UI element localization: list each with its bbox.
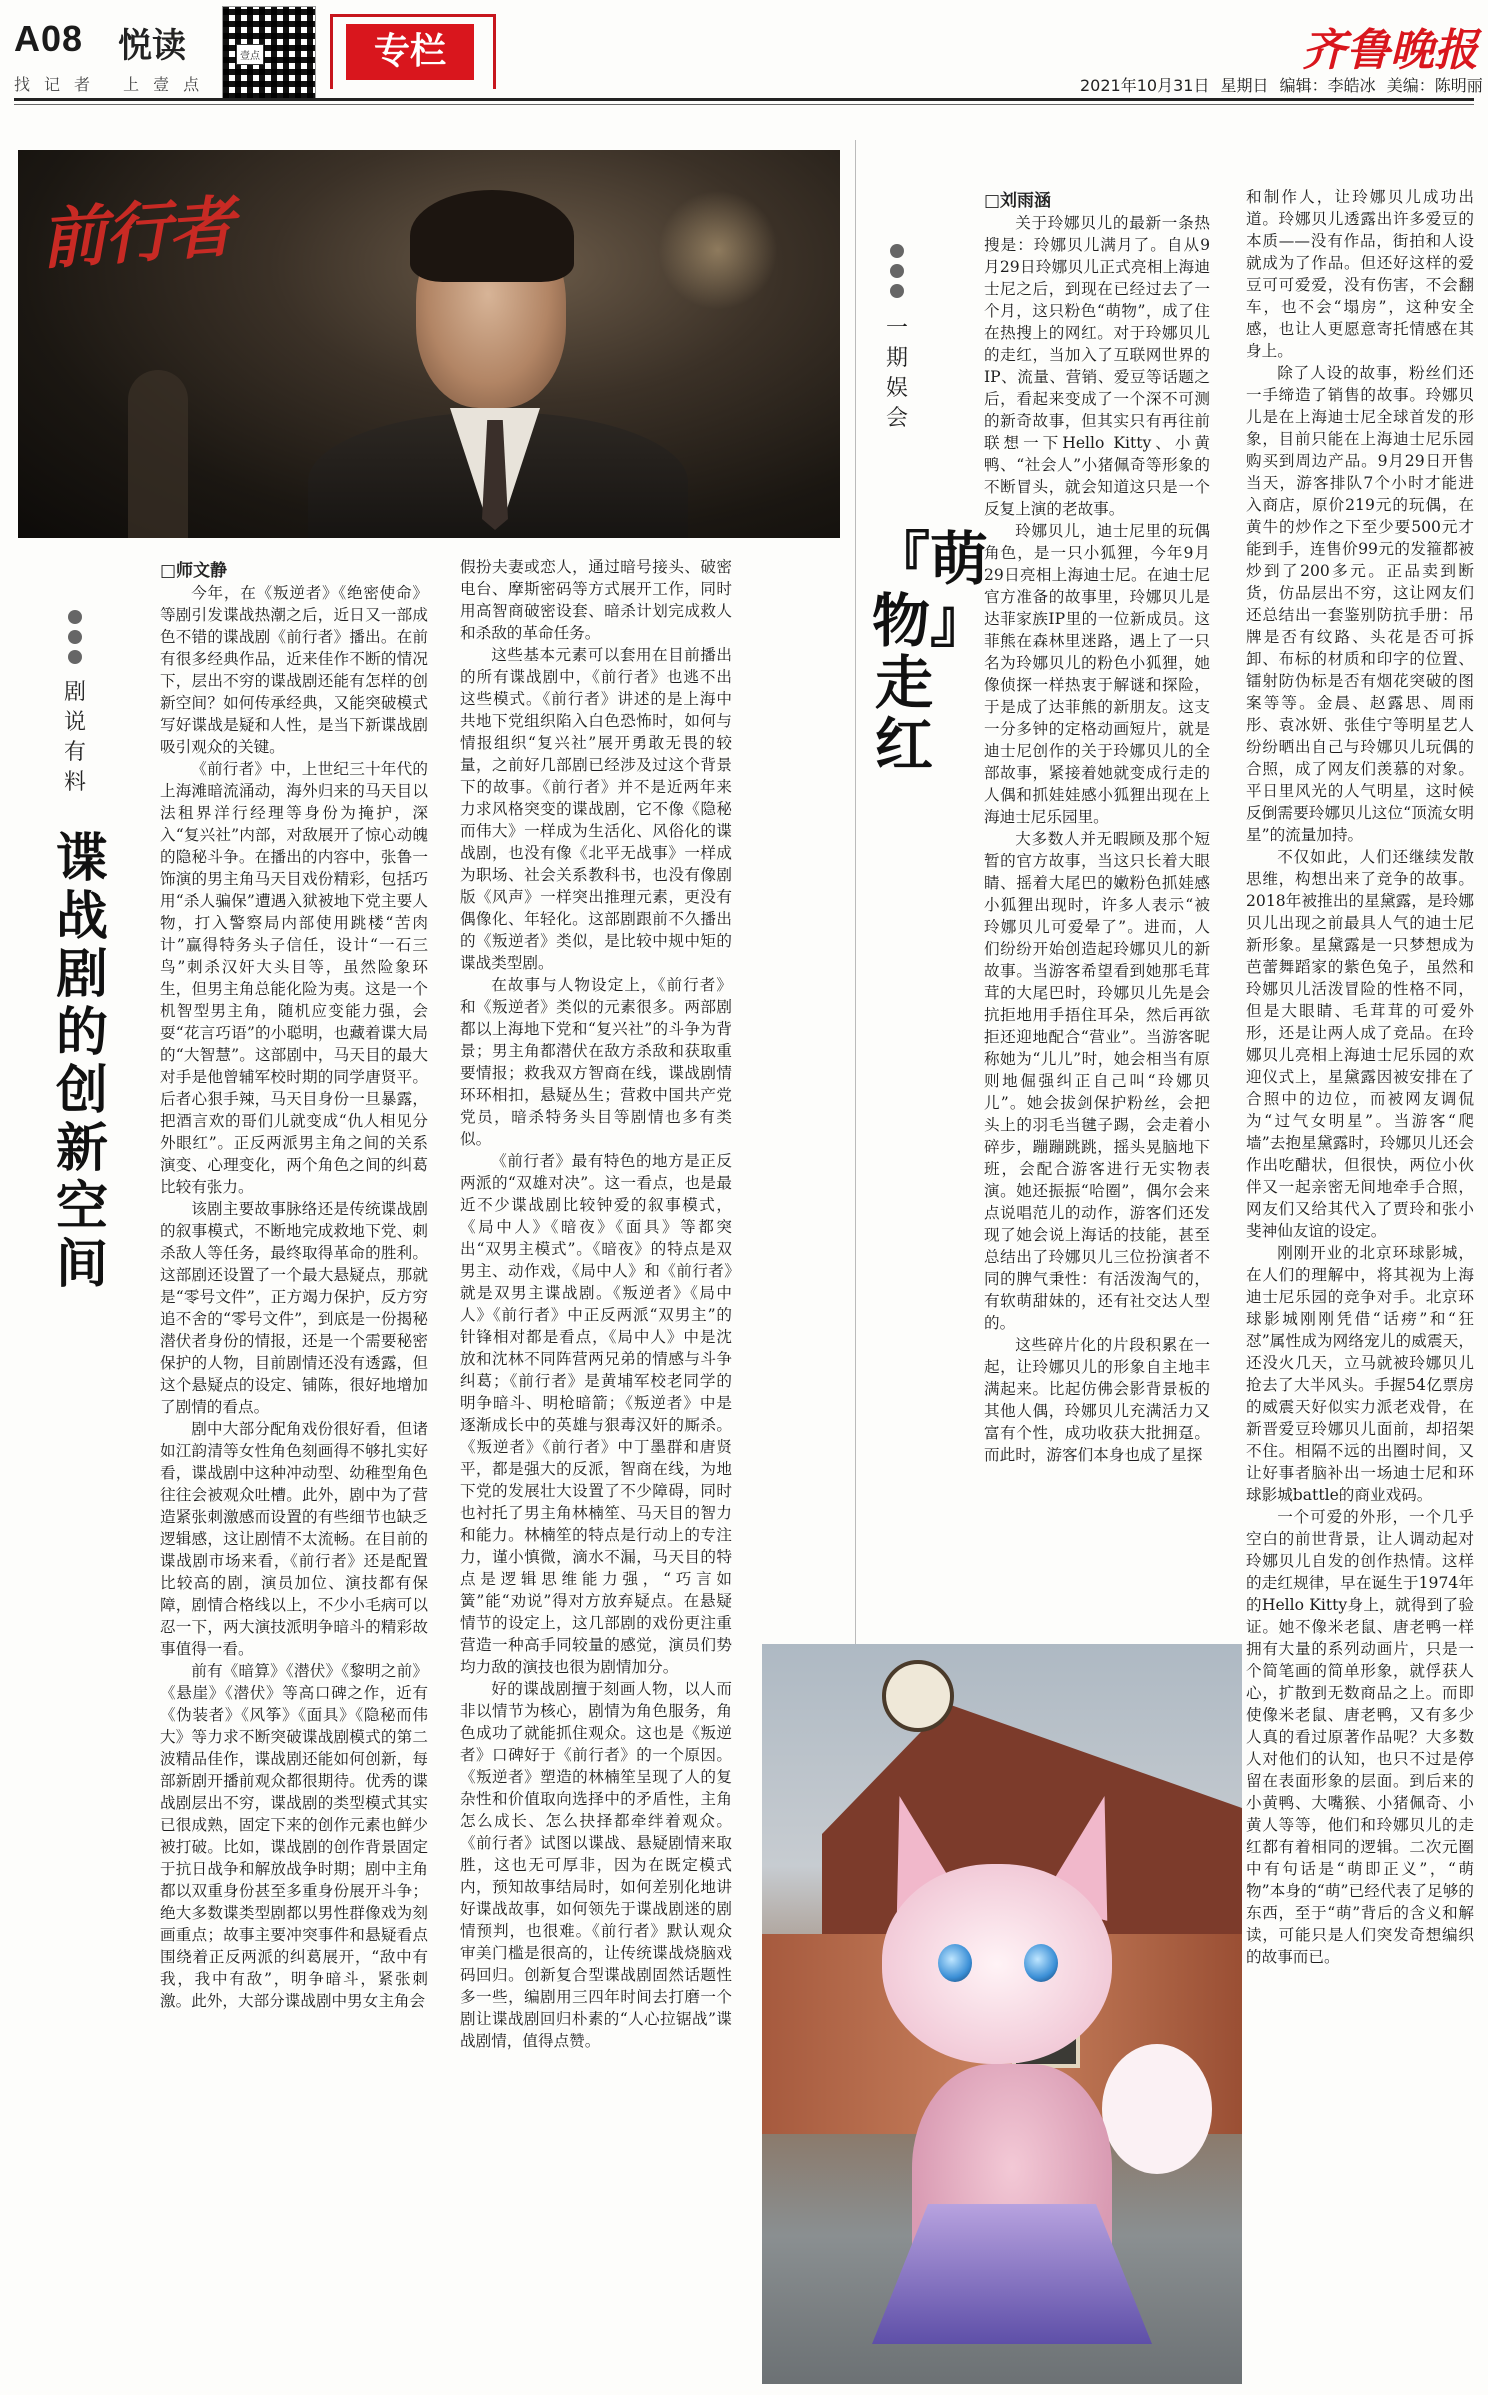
- paragraph: 刚刚开业的北京环球影城，在人们的理解中，将其视为上海迪士尼乐园的竞争对手。北京环球影城刚刚凭借“话痨”和“狂怼”属性成为网络宠儿的威震天，还没火几天，立马就被玲娜贝儿抢去了大半风头。手握54亿票房的威震天好似实力派老戏骨，在新晋爱豆玲娜贝儿面前，却招架不住。相隔不远的出圈时间，又让好事者脑补出一场迪士尼和环球影城battle的商业戏码。: [1246, 1244, 1474, 1504]
- article2-column-2: [1246, 186, 1474, 2384]
- column-label-dots: [68, 610, 82, 664]
- article1-byline: □师文静: [160, 561, 228, 581]
- article2-headline: 『萌物』走红: [872, 525, 989, 779]
- paragraph: 一个可爱的外形，一个几乎空白的前世背景，让人调动起对玲娜贝儿自发的创作热情。这样的走红规律，早在诞生于1974年的Hello Kitty身上，就得到了验证。她不像米老鼠、唐老鸭一样拥有大量的系列动画片，只是一个简笔画的简单形象，就俘获人心，扩散到无数商品之上。而即使像米老鼠、唐老鸭，又有多少人真的看过原著作品呢？大多数人对他们的认知，也只不过是停留在表面形象的层面。到后来的小黄鸭、大嘴猴、小猪佩奇、小黄人等等，他们和玲娜贝儿的走红都有着相同的逻辑。二次元圈中有句话是“萌即正义”，“萌物”本身的“萌”已经代表了足够的东西，至于“萌”背后的含义和解读，可能只是人们突发奇想编织的故事而已。: [1246, 1508, 1474, 1966]
- qr-code-label: 壹点: [236, 44, 264, 65]
- column-label-2: 一期娱会: [885, 316, 908, 431]
- dot-icon: [68, 630, 82, 644]
- paragraph: 《前行者》最有特色的地方是正反两派的“双雄对决”。这一看点，也是最近不少谍战剧比较钟爱的叙事模式，《局中人》《暗夜》《面具》等都突出“双男主模式”。《暗夜》的特点是双男主、动作戏，《局中人》和《前行者》就是双男主谍战剧。《叛逆者》《局中人》《前行者》中正反两派“双男主”的针锋相对都是看点，《局中人》中是沈放和沈林不同阵营两兄弟的情感与斗争纠葛；《前行者》是黄埔军校老同学的明争暗斗、明枪暗箭；《叛逆者》中是逐渐成长中的英雄与狠毒汉奸的厮杀。《叛逆者》《前行者》中丁墨群和唐贤平，都是强大的反派，智商在线，为地下党的发展壮大设置了不少障碍，同时也衬托了男主角林楠笙、马天目的智力和能力。林楠笙的特点是行动上的专注力，谨小慎微，滴水不漏，马天目的特点是逻辑思维能力强，“巧言如簧”能“劝说”得对方放弃疑点。在悬疑情节的设定上，这几部剧的戏份更注重营造一种高手同较量的感觉，演员们势均力敌的演技也很为剧情加分。: [460, 1152, 732, 1676]
- paragraph: 在故事与人物设定上，《前行者》和《叛逆者》类似的元素很多。两部剧都以上海地下党和“复兴社”的斗争为背景；男主角都潜伏在敌方杀敌和获取重要情报；救我双方智商在线，谍战剧情环环相扣，悬疑丛生；营救中国共产党党员，暗杀特务头目等剧情也多有类似。: [460, 976, 732, 1148]
- paragraph: 《前行者》中，上世纪三十年代的上海滩暗流涌动，海外归来的马天目以法租界洋行经理等身份为掩护，深入“复兴社”内部，对敌展开了惊心动魄的隐秘斗争。在播出的内容中，张鲁一饰演的男主角马天目戏份精彩，包括巧用“杀人骗保”遭遇入狱被地下党主要人物，打入警察局内部使用跳楼“苦肉计”赢得特务头子信任，设计“一石三鸟”刺杀汉奸大头目等，虽然险象环生，但男主角总能化险为夷。这是一个机智型男主角，随机应变能力强，会耍“花言巧语”的小聪明，也藏着谍大局的“大智慧”。这部剧中，马天目的最大对手是他曾辅军校时期的同学唐贤平。后者心狠手辣，马天目身份一旦暴露，把酒言欢的哥们儿就变成“仇人相见分外眼红”。正反两派男主角之间的关系演变、心理变化，两个角色之间的纠葛比较有张力。: [160, 760, 428, 1196]
- newspaper-logo: 齐鲁晚报: [1302, 25, 1478, 76]
- page-number: A08: [14, 18, 84, 59]
- article1-column-1: [160, 582, 428, 2380]
- designer-credit: 美编：陈明丽: [1386, 76, 1483, 95]
- paragraph: 除了人设的故事，粉丝们还一手缔造了销售的故事。玲娜贝儿是在上海迪士尼全球首发的形象，目前只能在上海迪士尼乐园购买到周边产品。9月29日开售当天，游客排队7个小时才能进入商店，原价219元的玩偶，在黄牛的炒作之下至少要500元才能到手，连售价99元的发箍都被炒到了200多元。正品卖到断货，仿品层出不穷，这让网友们还总结出一套鉴别防抗手册：吊牌是否有纹路、头花是否可拆卸、布标的材质和印字的位置、镭射防伪标是否有烟花突破的图案等等。金晨、赵露思、周雨彤、袁冰妍、张佳宁等明星艺人纷纷晒出自己与玲娜贝儿玩偶的合照，成了网友们羡慕的对象。平日里风光的人气明星，这时候反倒需要玲娜贝儿这位“顶流女明星”的流量加持。: [1246, 364, 1474, 844]
- clock-icon: [882, 1660, 954, 1732]
- article1-headline: 谍战剧的创新空间: [55, 828, 108, 1295]
- drama-title-calligraphy: 前行者: [37, 187, 235, 279]
- paragraph: 这些基本元素可以套用在目前播出的所有谍战剧中，《前行者》也逃不出这些模式。《前行者》讲述的是上海中共地下党组织陷入白色恐怖时，如何与情报组织“复兴社”展开勇敢无畏的较量，之前好几部剧已经涉及过这个背景下的故事。《前行者》并不是近两年来力求风格突变的谍战剧，它不像《隐秘而伟大》一样成为生活化、风俗化的谍战剧，也没有像《北平无战事》一样成为职场、社会关系教科书，也没有像剧版《风声》一样突出推理元素，更没有偶像化、年轻化。这部剧跟前不久播出的《叛逆者》类似，是比较中规中矩的谍战类型剧。: [460, 646, 732, 972]
- issue-date: 2021年10月31日: [1080, 76, 1210, 95]
- paragraph: 剧中大部分配角戏份很好看，但诸如江韵清等女性角色刻画得不够扎实好看，谍战剧中这种冲动型、幼稚型角色往往会被观众吐槽。此外，剧中为了营造紧张刺激感而设置的有些细节也缺乏逻辑感，这让剧情不太流畅。在目前的谍战剧市场来看，《前行者》还是配置比较高的剧，演员加位、演技都有保障，剧情合格线以上，不少小毛病可以忍一下，两大演技派明争暗斗的精彩故事值得一看。: [160, 1420, 428, 1658]
- fox-head: [882, 1864, 1112, 2064]
- paragraph: 关于玲娜贝儿的最新一条热搜是：玲娜贝儿满月了。自从9月29日玲娜贝儿正式亮相上海迪士尼之后，到现在已经过去了一个月，这只粉色“萌物”，成了住在热搜上的网红。对于玲娜贝儿的走红，当加入了互联网世界的IP、流量、营销、爱豆等话题之后，看起来变成了一个深不可测的新奇故事，但其实只有再往前联想一下Hello Kitty、小黄鸭、“社会人”小猪佩奇等形象的不断冒头，就会知道这只是一个反复上演的老故事。: [984, 214, 1210, 518]
- actor-hair: [410, 190, 574, 282]
- paragraph: 今年，在《叛逆者》《绝密使命》等剧引发谍战热潮之后，近日又一部成色不错的谍战剧《前行者》播出。在前有很多经典作品，近来佳作不断的情况下，层出不穷的谍战剧还能有怎样的创新空间？如何传承经典，又能突破模式写好谍战是疑和人性，是当下新谍战剧吸引观众的关键。: [160, 584, 428, 756]
- column-label: 剧说有料: [63, 680, 86, 795]
- article2-column-1: [984, 212, 1210, 1636]
- masthead-rule-thin: [14, 104, 1474, 105]
- column-label-dots-2: [890, 244, 904, 298]
- dot-icon: [890, 284, 904, 298]
- linabell-photo: [762, 1644, 1242, 2384]
- fox-eye-right: [1024, 1944, 1058, 1982]
- paragraph: 这些碎片化的片段积累在一起，让玲娜贝儿的形象自主地丰满起来。比起仿佛会影背景板的其他人偶，玲娜贝儿充满活力又富有个性，成功收获大批拥趸。而此时，游客们本身也成了星探: [984, 1336, 1210, 1464]
- article1-column-2: [460, 556, 732, 2380]
- dot-icon: [890, 244, 904, 258]
- editor-credit: 编辑：李皓冰: [1279, 76, 1376, 95]
- article2-byline: □刘雨涵: [984, 191, 1052, 211]
- paragraph: 和制作人，让玲娜贝儿成功出道。玲娜贝儿透露出许多爱豆的本质——没有作品，街拍和人设就成为了作品。但还好这样的爱豆可可爱爱，没有伤害，不会翻车，也不会“塌房”，这种安全感，也让人更愿意寄托情感在其身上。: [1246, 188, 1474, 360]
- masthead-rule: [14, 98, 1474, 101]
- paragraph: 不仅如此，人们还继续发散思维，构想出来了竞争的故事。2018年被推出的星黛露，是玲娜贝儿出现之前最具人气的迪士尼新形象。星黛露是一只梦想成为芭蕾舞蹈家的紫色兔子，虽然和玲娜贝儿活泼冒险的性格不同，但是大眼睛、毛茸茸的可爱外形，还是让两人成了竞品。在玲娜贝儿亮相上海迪士尼乐园的欢迎仪式上，星黛露因被安排在了合照中的边位，而被网友调侃为“过气女明星”。当游客“爬墙”去抱星黛露时，玲娜贝儿还会作出吃醋状，但很快，两位小伙伴又一起亲密无间地牵手合照，网友们又给其代入了贾玲和张小斐神仙友谊的设定。: [1246, 848, 1474, 1240]
- paragraph: 该剧主要故事脉络还是传统谍战剧的叙事模式，不断地完成救地下党、刺杀敌人等任务，最终取得革命的胜利。这部剧还设置了一个最大悬疑点，那就是“零号文件”，正方竭力保护，反方穷追不舍的“零号文件”，到底是一份揭秘潜伏者身份的情报，还是一个需要秘密保护的人物，目前剧情还没有透露，但这个悬疑点的设定、铺陈，很好地增加了剧情的看点。: [160, 1200, 428, 1416]
- paragraph: 前有《暗算》《潜伏》《黎明之前》《悬崖》《潜伏》等高口碑之作，近有《伪装者》《风筝》《面具》《隐秘而伟大》等力求不断突破谍战剧模式的第二波精品佳作，谍战剧还能如何创新，每部新剧开播前观众都很期待。优秀的谍战剧层出不穷，谍战剧的类型模式其实已很成熟，固定下来的创作元素也鲜少被打破。比如，谍战剧的创作背景固定于抗日战争和解放战争时期；剧中主角都以双重身份甚至多重身份展开斗争；绝大多数谍类型剧都以男性群像戏为刻画重点；故事主要冲突事件和悬疑看点围绕着正反两派的纠葛展开，“敌中有我，我中有敌”，明争暗斗，紧张刺激。此外，大部分谍战剧中男女主角会: [160, 1662, 428, 2010]
- fox-eye-left: [938, 1944, 972, 1982]
- paragraph: 玲娜贝儿，迪士尼里的玩偶角色，是一只小狐狸，今年9月29日亮相上海迪士尼。在迪士尼官方准备的故事里，玲娜贝儿是达菲家族IP里的一位新成员。这菲熊在森林里迷路，遇上了一只名为玲娜贝儿的粉色小狐狸，她像侦探一样热衷于解谜和探险，于是成了达菲熊的新朋友。这支一分多钟的定格动画短片，就是迪士尼创作的关于玲娜贝儿的全部故事，紧接着她就变成行走的人偶和抓娃娃感小狐狸出现在上海迪士尼乐园里。: [984, 522, 1210, 826]
- paragraph: 假扮夫妻或恋人，通过暗号接头、破密电台、摩斯密码等方式展开工作，同时用高智商破密设套、暗杀计划完成救人和杀敌的革命任务。: [460, 558, 732, 642]
- paragraph: 大多数人并无暇顾及那个短暂的官方故事，当这只长着大眼睛、摇着大尾巴的嫩粉色抓娃感小狐狸出现时，许多人表示“被玲娜贝儿可爱晕了”。进而，人们纷纷开始创造起玲娜贝儿的新故事。当游客希望看到她那毛茸茸的大尾巴时，玲娜贝儿先是会抗拒地用手捂住耳朵，然后再欲拒还迎地配合“营业”。当游客昵称她为“儿儿”时，她会相当有原则地倔强纠正自己叫“玲娜贝儿”。她会拔剑保护粉丝，会把头上的羽毛当毽子踢，会走着小碎步，蹦蹦跳跳，摇头晃脑地下班，会配合游客进行无实物表演。她还振振“哈圈”，偶尔会来点说唱范儿的动作，游客们还发现了她会说上海话的技能，甚至总结出了玲娜贝儿三位扮演者不同的脾气秉性：有活泼淘气的，有软萌甜妹的，还有社交达人型的。: [984, 830, 1210, 1332]
- section-name: 悦读: [118, 26, 186, 66]
- fox-tail: [1102, 2044, 1212, 2174]
- dot-icon: [68, 650, 82, 664]
- dot-icon: [68, 610, 82, 624]
- masthead-subtitle: 找记者 上壹点: [14, 75, 214, 94]
- dateline: [1080, 73, 1483, 96]
- drama-still-photo: [18, 150, 840, 538]
- dot-icon: [890, 264, 904, 278]
- issue-weekday: 星期日: [1220, 76, 1269, 95]
- background-figure: [128, 370, 188, 538]
- lamp-glow: [658, 190, 778, 310]
- column-tag: 专栏: [346, 24, 474, 80]
- paragraph: 好的谍战剧擅于刻画人物，以人而非以情节为核心，剧情为角色服务，角色成功了就能抓住观众。这也是《叛逆者》口碑好于《前行者》的一个原因。《叛逆者》塑造的林楠笙呈现了人的复杂性和价值取向选择中的矛盾性，主角怎么成长、怎么抉择都牵绊着观众。《前行者》试图以谍战、悬疑剧情来取胜，这也无可厚非，因为在既定模式内，预知故事结局时，如何差别化地讲好谍战故事，如何领先于谍战剧迷的剧情预判，也很难。《前行者》默认观众审美门槛是很高的，让传统谍战烧脑戏码回归。创新复合型谍战剧固然话题性多一些，编剧用三四年时间去打磨一个剧让谍战剧回归朴素的“人心拉锯战”谍战剧情，值得点赞。: [460, 1680, 732, 2050]
